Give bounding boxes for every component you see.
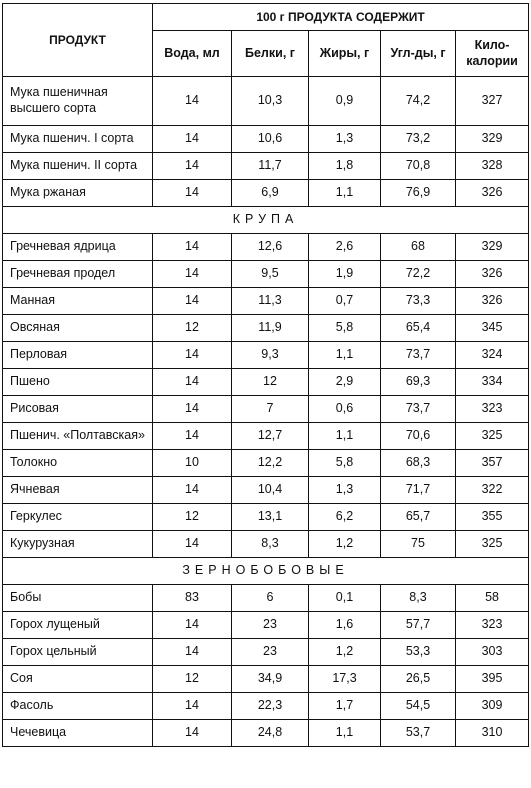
product-name-cell: Мука пшенич. II сорта (3, 153, 153, 180)
water-cell: 83 (153, 585, 232, 612)
carbs-cell: 53,3 (381, 639, 456, 666)
protein-column-header: Белки, г (232, 31, 309, 77)
calories-cell: 328 (456, 153, 529, 180)
water-cell: 14 (153, 477, 232, 504)
protein-cell: 12 (232, 369, 309, 396)
protein-cell: 22,3 (232, 693, 309, 720)
product-name-cell: Чечевица (3, 720, 153, 747)
table-row (3, 126, 529, 153)
carbs-cell: 76,9 (381, 180, 456, 207)
fat-cell: 1,1 (309, 720, 381, 747)
calories-cell: 326 (456, 261, 529, 288)
table-row (3, 288, 529, 315)
calories-cell: 325 (456, 423, 529, 450)
table-row (3, 396, 529, 423)
water-cell: 12 (153, 504, 232, 531)
table-row (3, 612, 529, 639)
table-row (3, 504, 529, 531)
calories-cell: 357 (456, 450, 529, 477)
water-cell: 14 (153, 423, 232, 450)
table-row (3, 666, 529, 693)
carbs-cell: 73,7 (381, 342, 456, 369)
protein-cell: 6 (232, 585, 309, 612)
water-cell: 14 (153, 342, 232, 369)
fat-cell: 17,3 (309, 666, 381, 693)
fat-column-header: Жиры, г (309, 31, 381, 77)
fat-cell: 1,2 (309, 531, 381, 558)
product-name-cell: Овсяная (3, 315, 153, 342)
table-row (3, 639, 529, 666)
table-row (3, 585, 529, 612)
product-name-cell: Гречневая продел (3, 261, 153, 288)
water-cell: 14 (153, 77, 232, 126)
fat-cell: 1,7 (309, 693, 381, 720)
product-name-cell: Бобы (3, 585, 153, 612)
fat-cell: 1,8 (309, 153, 381, 180)
calories-cell: 323 (456, 612, 529, 639)
water-cell: 14 (153, 234, 232, 261)
fat-cell: 1,3 (309, 477, 381, 504)
fat-cell: 1,1 (309, 180, 381, 207)
table-row (3, 77, 529, 126)
protein-cell: 10,4 (232, 477, 309, 504)
calories-cell: 309 (456, 693, 529, 720)
nutrition-table-container (2, 3, 529, 747)
protein-cell: 7 (232, 396, 309, 423)
table-row (3, 261, 529, 288)
carbs-cell: 57,7 (381, 612, 456, 639)
carbs-cell: 71,7 (381, 477, 456, 504)
carbs-cell: 65,4 (381, 315, 456, 342)
carbs-cell: 75 (381, 531, 456, 558)
table-row (3, 234, 529, 261)
protein-cell: 11,3 (232, 288, 309, 315)
water-cell: 14 (153, 153, 232, 180)
fat-cell: 1,2 (309, 639, 381, 666)
fat-cell: 1,9 (309, 261, 381, 288)
product-name-cell: Гречневая ядрица (3, 234, 153, 261)
protein-cell: 13,1 (232, 504, 309, 531)
fat-cell: 0,9 (309, 77, 381, 126)
calories-cell: 310 (456, 720, 529, 747)
product-column-header: ПРОДУКТ (3, 4, 153, 77)
fat-cell: 1,1 (309, 423, 381, 450)
carbs-cell: 72,2 (381, 261, 456, 288)
fat-cell: 5,8 (309, 450, 381, 477)
water-cell: 14 (153, 369, 232, 396)
content-group-header: 100 г ПРОДУКТА СОДЕРЖИТ (153, 4, 529, 31)
table-row (3, 450, 529, 477)
fat-cell: 1,1 (309, 342, 381, 369)
carbs-cell: 54,5 (381, 693, 456, 720)
protein-cell: 12,6 (232, 234, 309, 261)
water-cell: 14 (153, 693, 232, 720)
protein-cell: 11,9 (232, 315, 309, 342)
calories-cell: 325 (456, 531, 529, 558)
carbs-cell: 65,7 (381, 504, 456, 531)
fat-cell: 1,3 (309, 126, 381, 153)
product-name-cell: Пшенич. «Полтавская» (3, 423, 153, 450)
table-row (3, 423, 529, 450)
water-cell: 14 (153, 261, 232, 288)
product-name-cell: Соя (3, 666, 153, 693)
calories-column-header: Кило- калории (456, 31, 529, 77)
protein-cell: 8,3 (232, 531, 309, 558)
calories-cell: 326 (456, 180, 529, 207)
protein-cell: 23 (232, 612, 309, 639)
product-name-cell: Пшено (3, 369, 153, 396)
section-title: ЗЕРНОБОБОВЫЕ (3, 558, 529, 585)
product-name-cell: Фасоль (3, 693, 153, 720)
carbs-cell: 69,3 (381, 369, 456, 396)
carbs-cell: 68,3 (381, 450, 456, 477)
water-cell: 12 (153, 315, 232, 342)
product-name-cell: Мука ржаная (3, 180, 153, 207)
product-name-cell: Рисовая (3, 396, 153, 423)
calories-cell: 327 (456, 77, 529, 126)
table-row (3, 342, 529, 369)
calories-cell: 324 (456, 342, 529, 369)
protein-cell: 11,7 (232, 153, 309, 180)
carbs-cell: 73,3 (381, 288, 456, 315)
water-cell: 14 (153, 288, 232, 315)
carbs-cell: 70,8 (381, 153, 456, 180)
protein-cell: 9,3 (232, 342, 309, 369)
fat-cell: 0,7 (309, 288, 381, 315)
table-row (3, 369, 529, 396)
water-column-header: Вода, мл (153, 31, 232, 77)
carbs-column-header: Угл-ды, г (381, 31, 456, 77)
calories-cell: 345 (456, 315, 529, 342)
protein-cell: 10,3 (232, 77, 309, 126)
product-name-cell: Геркулес (3, 504, 153, 531)
water-cell: 14 (153, 396, 232, 423)
calories-cell: 326 (456, 288, 529, 315)
calories-cell: 322 (456, 477, 529, 504)
nutrition-table (2, 3, 529, 747)
calories-cell: 334 (456, 369, 529, 396)
protein-cell: 6,9 (232, 180, 309, 207)
table-row (3, 153, 529, 180)
protein-cell: 10,6 (232, 126, 309, 153)
fat-cell: 5,8 (309, 315, 381, 342)
product-name-cell: Перловая (3, 342, 153, 369)
carbs-cell: 74,2 (381, 77, 456, 126)
water-cell: 14 (153, 126, 232, 153)
water-cell: 14 (153, 531, 232, 558)
fat-cell: 6,2 (309, 504, 381, 531)
product-name-cell: Мука пшеничная высшего сорта (3, 77, 153, 126)
water-cell: 14 (153, 720, 232, 747)
water-cell: 14 (153, 639, 232, 666)
fat-cell: 2,6 (309, 234, 381, 261)
calories-cell: 329 (456, 126, 529, 153)
protein-cell: 34,9 (232, 666, 309, 693)
table-row (3, 477, 529, 504)
carbs-cell: 26,5 (381, 666, 456, 693)
table-row (3, 180, 529, 207)
table-row (3, 720, 529, 747)
protein-cell: 23 (232, 639, 309, 666)
calories-cell: 58 (456, 585, 529, 612)
section-header-row (3, 207, 529, 234)
water-cell: 10 (153, 450, 232, 477)
calories-cell: 395 (456, 666, 529, 693)
product-name-cell: Толокно (3, 450, 153, 477)
section-title: КРУПА (3, 207, 529, 234)
protein-cell: 9,5 (232, 261, 309, 288)
table-row (3, 693, 529, 720)
calories-cell: 329 (456, 234, 529, 261)
table-header (3, 4, 529, 77)
section-header-row (3, 558, 529, 585)
table-row (3, 531, 529, 558)
water-cell: 14 (153, 612, 232, 639)
product-name-cell: Горох цельный (3, 639, 153, 666)
calories-cell: 323 (456, 396, 529, 423)
calories-cell: 355 (456, 504, 529, 531)
fat-cell: 1,6 (309, 612, 381, 639)
product-name-cell: Горох лущеный (3, 612, 153, 639)
product-name-cell: Кукурузная (3, 531, 153, 558)
fat-cell: 2,9 (309, 369, 381, 396)
product-name-cell: Мука пшенич. I сорта (3, 126, 153, 153)
fat-cell: 0,1 (309, 585, 381, 612)
table-row (3, 315, 529, 342)
table-body (3, 77, 529, 747)
product-name-cell: Ячневая (3, 477, 153, 504)
water-cell: 14 (153, 180, 232, 207)
product-name-cell: Манная (3, 288, 153, 315)
carbs-cell: 70,6 (381, 423, 456, 450)
carbs-cell: 73,2 (381, 126, 456, 153)
calories-cell: 303 (456, 639, 529, 666)
carbs-cell: 8,3 (381, 585, 456, 612)
protein-cell: 12,2 (232, 450, 309, 477)
protein-cell: 24,8 (232, 720, 309, 747)
fat-cell: 0,6 (309, 396, 381, 423)
protein-cell: 12,7 (232, 423, 309, 450)
carbs-cell: 68 (381, 234, 456, 261)
water-cell: 12 (153, 666, 232, 693)
carbs-cell: 53,7 (381, 720, 456, 747)
carbs-cell: 73,7 (381, 396, 456, 423)
